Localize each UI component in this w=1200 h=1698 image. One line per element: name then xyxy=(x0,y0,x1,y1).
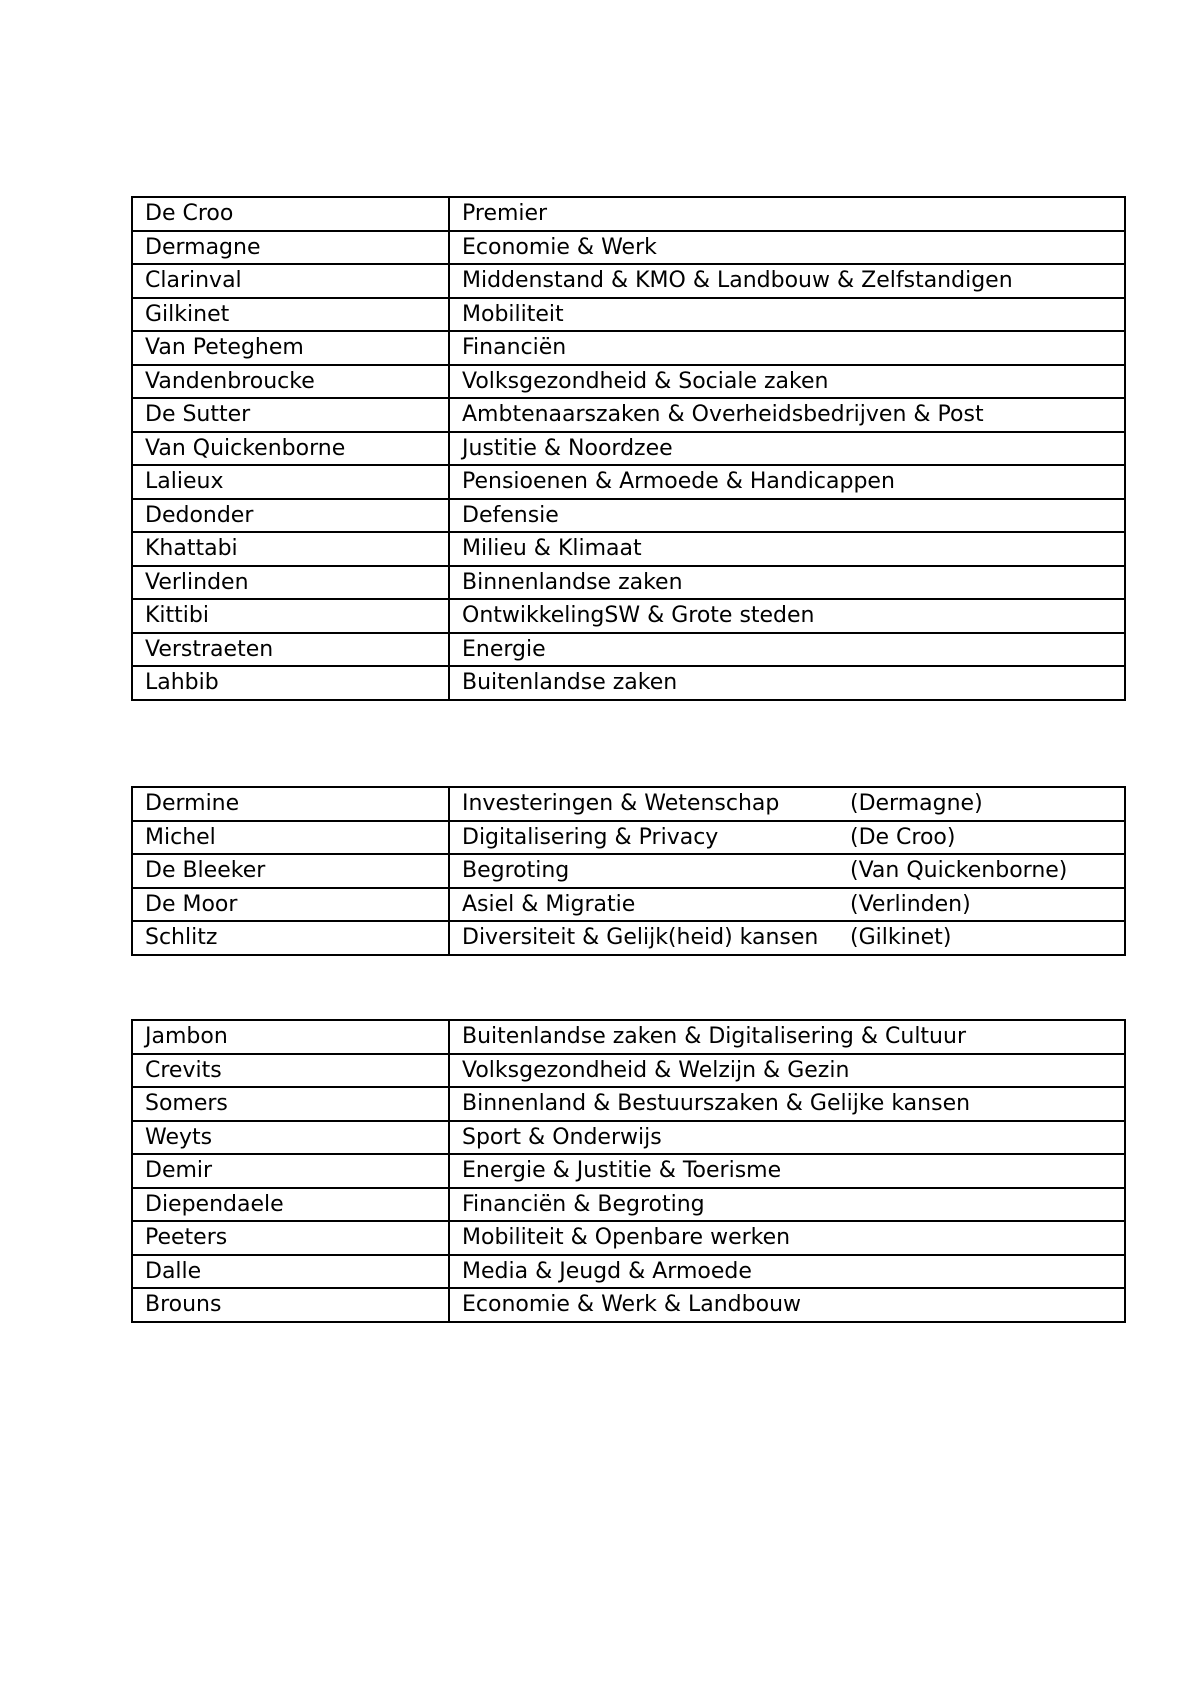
portfolio-cell xyxy=(449,921,1125,955)
portfolio-cell: Media & Jeugd & Armoede xyxy=(449,1255,1125,1289)
portfolio-cell: Middenstand & KMO & Landbouw & Zelfstandigen xyxy=(449,264,1125,298)
portfolio-cell xyxy=(449,787,1125,821)
minister-name-cell: Crevits xyxy=(132,1054,449,1088)
table-row xyxy=(132,1221,1125,1255)
minister-name-cell: Kittibi xyxy=(132,599,449,633)
minister-name-cell: Clarinval xyxy=(132,264,449,298)
state-secretaries-table xyxy=(131,786,1126,956)
minister-name-cell: Vandenbroucke xyxy=(132,365,449,399)
minister-name-cell: Michel xyxy=(132,821,449,855)
portfolio-cell: Pensioenen & Armoede & Handicappen xyxy=(449,465,1125,499)
table-row xyxy=(132,1154,1125,1188)
table-row xyxy=(132,298,1125,332)
portfolio-cell: Sport & Onderwijs xyxy=(449,1121,1125,1155)
minister-name-cell: De Moor xyxy=(132,888,449,922)
state-secretaries-body xyxy=(132,787,1125,955)
portfolio-cell xyxy=(449,888,1125,922)
portfolio-cell: Energie xyxy=(449,633,1125,667)
minister-name-cell: Dermagne xyxy=(132,231,449,265)
minister-name-cell: De Sutter xyxy=(132,398,449,432)
portfolio-cell: Mobiliteit xyxy=(449,298,1125,332)
minister-name-cell: Diependaele xyxy=(132,1188,449,1222)
portfolio-cell: Economie & Werk xyxy=(449,231,1125,265)
table-row xyxy=(132,888,1125,922)
table-row xyxy=(132,197,1125,231)
portfolio-text: Diversiteit & Gelijk(heid) kansen xyxy=(462,925,819,950)
minister-name-cell: Verstraeten xyxy=(132,633,449,667)
table-row xyxy=(132,398,1125,432)
table-row xyxy=(132,1087,1125,1121)
minister-name-cell: Van Quickenborne xyxy=(132,432,449,466)
table-row xyxy=(132,264,1125,298)
table-row xyxy=(132,1020,1125,1054)
portfolio-cell: Financiën & Begroting xyxy=(449,1188,1125,1222)
minister-name-cell: Lalieux xyxy=(132,465,449,499)
minister-name-cell: Demir xyxy=(132,1154,449,1188)
portfolio-cell: Volksgezondheid & Welzijn & Gezin xyxy=(449,1054,1125,1088)
table-row xyxy=(132,432,1125,466)
responsible-minister-note: (Van Quickenborne) xyxy=(850,858,1068,883)
minister-name-cell: Jambon xyxy=(132,1020,449,1054)
minister-name-cell: Weyts xyxy=(132,1121,449,1155)
minister-name-cell: Somers xyxy=(132,1087,449,1121)
minister-name-cell: Dalle xyxy=(132,1255,449,1289)
table-row xyxy=(132,787,1125,821)
minister-name-cell: Brouns xyxy=(132,1288,449,1322)
minister-name-cell: Van Peteghem xyxy=(132,331,449,365)
portfolio-cell-content xyxy=(462,855,1124,887)
minister-name-cell: Verlinden xyxy=(132,566,449,600)
portfolio-cell: Financiën xyxy=(449,331,1125,365)
minister-name-cell: Dermine xyxy=(132,787,449,821)
responsible-minister-note: (Verlinden) xyxy=(850,891,971,917)
table-row xyxy=(132,666,1125,700)
minister-name-cell: De Croo xyxy=(132,197,449,231)
portfolio-cell-content xyxy=(462,788,1124,820)
table-row xyxy=(132,1255,1125,1289)
portfolio-cell: OntwikkelingSW & Grote steden xyxy=(449,599,1125,633)
table-row xyxy=(132,231,1125,265)
portfolio-cell-content xyxy=(462,889,1124,921)
table-row xyxy=(132,1121,1125,1155)
portfolio-text: Begroting xyxy=(462,858,570,883)
portfolio-cell-content xyxy=(462,822,1124,854)
portfolio-text: Digitalisering & Privacy xyxy=(462,824,719,850)
responsible-minister-note: (De Croo) xyxy=(850,824,956,850)
portfolio-cell: Milieu & Klimaat xyxy=(449,532,1125,566)
portfolio-cell xyxy=(449,821,1125,855)
portfolio-cell: Binnenlandse zaken xyxy=(449,566,1125,600)
minister-name-cell: Gilkinet xyxy=(132,298,449,332)
portfolio-cell: Energie & Justitie & Toerisme xyxy=(449,1154,1125,1188)
portfolio-text: Asiel & Migratie xyxy=(462,891,636,917)
portfolio-cell: Justitie & Noordzee xyxy=(449,432,1125,466)
portfolio-cell: Defensie xyxy=(449,499,1125,533)
portfolio-cell-content xyxy=(462,922,1124,954)
table-row xyxy=(132,921,1125,955)
table-row xyxy=(132,1054,1125,1088)
table-row xyxy=(132,633,1125,667)
portfolio-cell: Ambtenaarszaken & Overheidsbedrijven & Post xyxy=(449,398,1125,432)
table-row xyxy=(132,566,1125,600)
portfolio-cell xyxy=(449,854,1125,888)
portfolio-text: Investeringen & Wetenschap xyxy=(462,791,780,816)
portfolio-cell: Binnenland & Bestuurszaken & Gelijke kansen xyxy=(449,1087,1125,1121)
table-row xyxy=(132,1288,1125,1322)
table-row xyxy=(132,1188,1125,1222)
table-row xyxy=(132,854,1125,888)
minister-name-cell: Dedonder xyxy=(132,499,449,533)
federal-ministers-table xyxy=(131,196,1126,701)
portfolio-cell: Buitenlandse zaken & Digitalisering & Cultuur xyxy=(449,1020,1125,1054)
flemish-ministers-body xyxy=(132,1020,1125,1322)
table-row xyxy=(132,365,1125,399)
table-row xyxy=(132,331,1125,365)
portfolio-cell: Volksgezondheid & Sociale zaken xyxy=(449,365,1125,399)
portfolio-cell: Premier xyxy=(449,197,1125,231)
table-row xyxy=(132,599,1125,633)
portfolio-cell: Economie & Werk & Landbouw xyxy=(449,1288,1125,1322)
table-row xyxy=(132,821,1125,855)
minister-name-cell: Lahbib xyxy=(132,666,449,700)
portfolio-cell: Buitenlandse zaken xyxy=(449,666,1125,700)
responsible-minister-note: (Dermagne) xyxy=(850,791,983,816)
flemish-ministers-table xyxy=(131,1019,1126,1323)
federal-ministers-body xyxy=(132,197,1125,700)
minister-name-cell: Khattabi xyxy=(132,532,449,566)
minister-name-cell: De Bleeker xyxy=(132,854,449,888)
table-row xyxy=(132,499,1125,533)
minister-name-cell: Schlitz xyxy=(132,921,449,955)
minister-name-cell: Peeters xyxy=(132,1221,449,1255)
table-row xyxy=(132,532,1125,566)
portfolio-cell: Mobiliteit & Openbare werken xyxy=(449,1221,1125,1255)
responsible-minister-note: (Gilkinet) xyxy=(850,925,952,950)
table-row xyxy=(132,465,1125,499)
